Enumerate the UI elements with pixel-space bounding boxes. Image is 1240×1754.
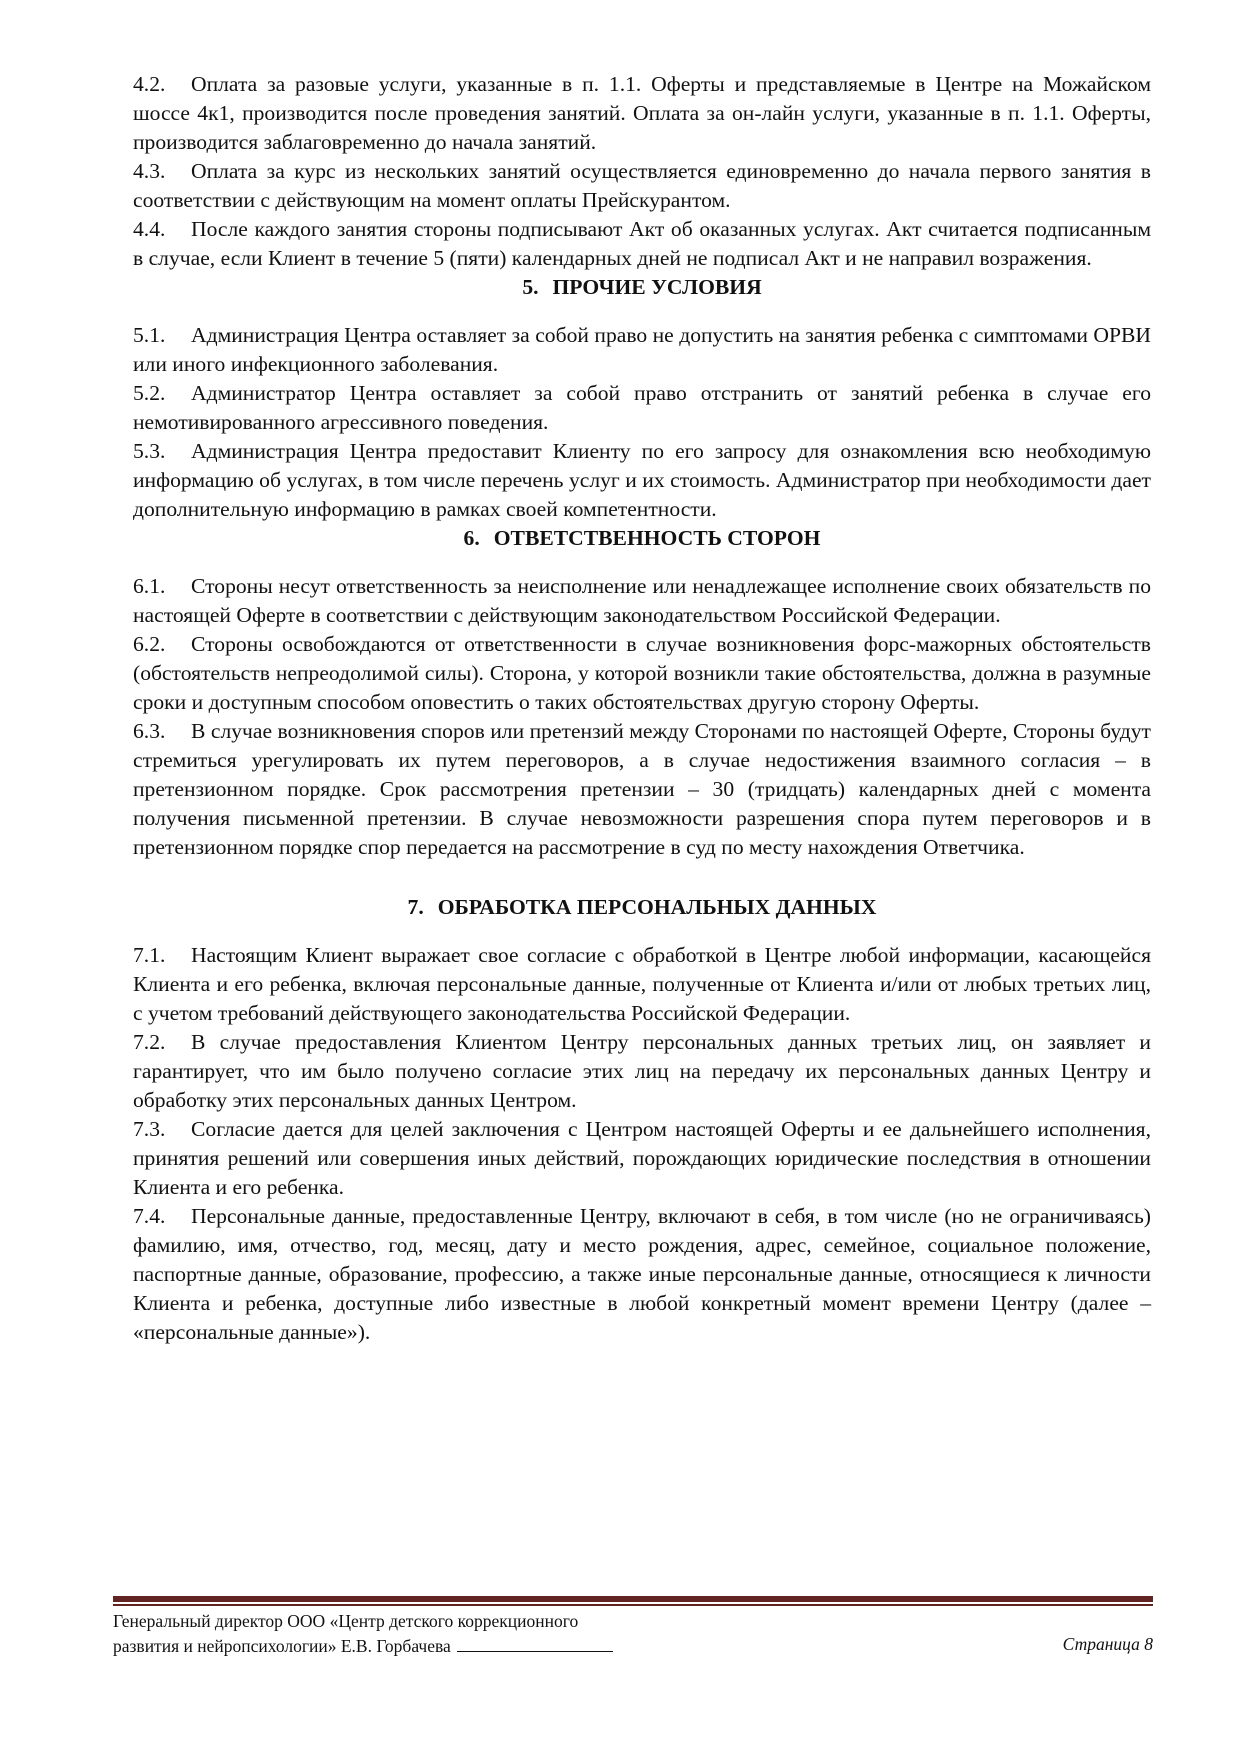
- clause-7-1: 7.1. Настоящим Клиент выражает свое согласие с обработкой в Центре любой информации, касающейся Клиента и его ребенка, включая персональные данные, полученные от Клиента и/или от любых третьих лиц, с учетом требований действующего законодательства Российской Федерации.: [133, 943, 1151, 1025]
- clause-4-3: 4.3. Оплата за курс из нескольких занятий осуществляется единовременно до начала первого занятия в соответствии с действующим на момент оплаты Прейскурантом.: [133, 159, 1151, 212]
- clause-5-2: 5.2. Администратор Центра оставляет за собой право отстранить от занятий ребенка в случае его немотивированного агрессивного поведения.: [133, 381, 1151, 434]
- page-number: Страница 8: [1062, 1634, 1153, 1654]
- section-6-heading: 6. ОТВЕТСТВЕННОСТЬ СТОРОН: [463, 526, 821, 550]
- section-7-heading: 7. ОБРАБОТКА ПЕРСОНАЛЬНЫХ ДАННЫХ: [407, 895, 877, 919]
- clause-4-2: 4.2. Оплата за разовые услуги, указанные в п. 1.1. Оферты и представляемые в Центре на Можайском шоссе 4к1, производится после проведения занятий. Оплата за он-лайн услуги, указанные в п. 1.1. Оферты, производится заблаговременно до начала занятий.: [133, 72, 1151, 154]
- section-7: [133, 893, 1151, 1347]
- clause-6-1: 6.1. Стороны несут ответственность за неисполнение или ненадлежащее исполнение своих обязательств по настоящей Оферте в соответствии с действующим законодательством Российской Федерации.: [133, 574, 1151, 627]
- footer-signature-block: [113, 1610, 813, 1658]
- document-page: [133, 70, 1151, 1347]
- section-5: [133, 273, 1151, 524]
- section-5-heading: 5. ПРОЧИЕ УСЛОВИЯ: [522, 275, 762, 299]
- section-4-continued: [133, 70, 1151, 273]
- section-6: [133, 524, 1151, 862]
- clause-5-1: 5.1. Администрация Центра оставляет за собой право не допустить на занятия ребенка с симптомами ОРВИ или иного инфекционного заболевания.: [133, 323, 1151, 376]
- footer-rule-thick: [113, 1596, 1153, 1602]
- signature-line: [457, 1633, 613, 1652]
- clause-6-2: 6.2. Стороны освобождаются от ответственности в случае возникновения форс-мажорных обстоятельств (обстоятельств непреодолимой силы). Сторона, у которой возникли такие обстоятельства, должна в разумные сроки и доступным способом оповестить о таких обстоятельствах другую сторону Оферты.: [133, 632, 1151, 714]
- clause-7-4: 7.4. Персональные данные, предоставленные Центру, включают в себя, в том числе (но не ограничиваясь) фамилию, имя, отчество, год, месяц, дату и место рождения, адрес, семейное, социальное положение, паспортные данные, образование, профессию, а также иные персональные данные, относящиеся к личности Клиента и ребенка, доступные либо известные в любой конкретный момент времени Центру (далее – «персональные данные»).: [133, 1204, 1151, 1344]
- clause-5-3: 5.3. Администрация Центра предоставит Клиенту по его запросу для ознакомления всю необходимую информацию об услугах, в том числе перечень услуг и их стоимость. Администратор при необходимости дает дополнительную информацию в рамках своей компетентности.: [133, 439, 1151, 521]
- footer-signatory-line-2: развития и нейропсихологии» Е.В. Горбачева: [113, 1633, 813, 1658]
- clause-6-3: 6.3. В случае возникновения споров или претензий между Сторонами по настоящей Оферте, Стороны будут стремиться урегулировать их путем переговоров, а в случае недостижения взаимного согласия – в претензионном порядке. Срок рассмотрения претензии – 30 (тридцать) календарных дней с момента получения письменной претензии. В случае невозможности разрешения спора путем переговоров и в претензионном порядке спор передается на рассмотрение в суд по месту нахождения Ответчика.: [133, 719, 1151, 859]
- footer-body: [113, 1606, 1153, 1658]
- clause-7-2: 7.2. В случае предоставления Клиентом Центру персональных данных третьих лиц, он заявляет и гарантирует, что им было получено согласие этих лиц на передачу их персональных данных Центру и обработку этих персональных данных Центром.: [133, 1030, 1151, 1112]
- page-footer: [113, 1596, 1153, 1658]
- clause-7-3: 7.3. Согласие дается для целей заключения с Центром настоящей Оферты и ее дальнейшего исполнения, принятия решений или совершения иных действий, порождающих юридические последствия в отношении Клиента и его ребенка.: [133, 1117, 1151, 1199]
- footer-signatory-line-1: Генеральный директор ООО «Центр детского коррекционного: [113, 1611, 579, 1631]
- clause-4-4: 4.4. После каждого занятия стороны подписывают Акт об оказанных услугах. Акт считается подписанным в случае, если Клиент в течение 5 (пяти) календарных дней не подписал Акт и не направил возражения.: [133, 217, 1151, 270]
